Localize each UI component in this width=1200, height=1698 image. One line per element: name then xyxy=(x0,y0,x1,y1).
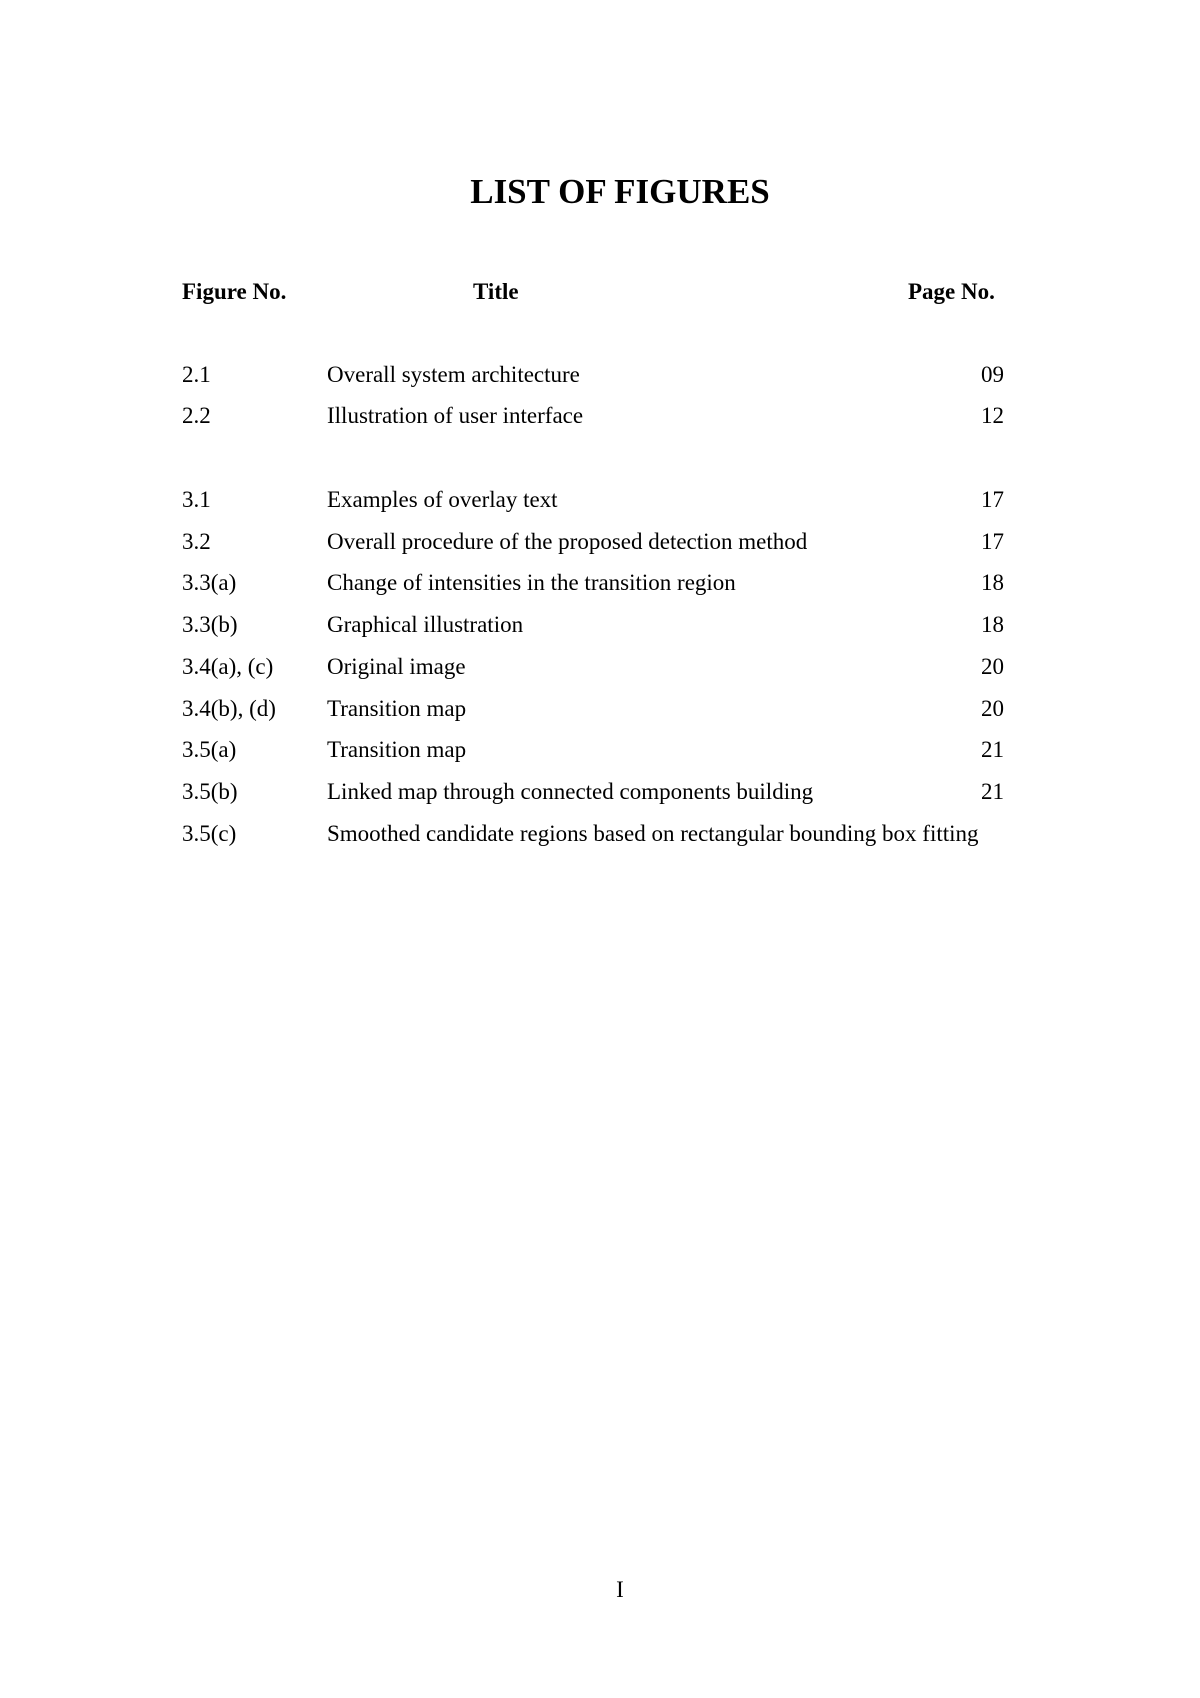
figure-page: 21 xyxy=(981,737,1004,762)
figure-page: 21 xyxy=(981,779,1004,804)
figure-entry xyxy=(0,693,1200,725)
figure-entry xyxy=(0,359,1200,391)
figure-title: Smoothed candidate regions based on rectangular bounding box fitting xyxy=(327,821,979,846)
figure-page: 20 xyxy=(981,654,1004,679)
figure-number: 3.5(b) xyxy=(182,779,238,804)
figure-title: Original image xyxy=(327,654,466,679)
figure-title: Transition map xyxy=(327,737,467,762)
figure-title: Change of intensities in the transition region xyxy=(327,570,736,595)
figure-number: 3.2 xyxy=(182,529,211,554)
figure-page: 20 xyxy=(981,696,1004,721)
figure-page: 12 xyxy=(981,403,1004,428)
figure-number: 3.3(a) xyxy=(182,570,237,595)
figure-entry xyxy=(0,818,1200,850)
page-title: LIST OF FIGURES xyxy=(470,172,770,211)
figure-entry xyxy=(0,609,1200,641)
figure-page: 17 xyxy=(981,529,1004,554)
figure-number: 2.1 xyxy=(182,362,211,387)
figure-title: Transition map xyxy=(327,696,467,721)
figure-number: 3.5(c) xyxy=(182,821,237,846)
figure-title: Examples of overlay text xyxy=(327,487,558,512)
figure-entry xyxy=(0,734,1200,766)
figure-page: 09 xyxy=(981,362,1004,387)
column-header-page-no: Page No. xyxy=(908,279,995,304)
figure-number: 3.4(b), (d) xyxy=(182,696,276,721)
figure-title: Illustration of user interface xyxy=(327,403,584,428)
figure-entry xyxy=(0,526,1200,558)
figure-page: 17 xyxy=(981,487,1004,512)
figure-title: Overall procedure of the proposed detection method xyxy=(327,529,808,554)
figure-page: 18 xyxy=(981,570,1004,595)
figure-number: 3.5(a) xyxy=(182,737,237,762)
figure-number: 3.3(b) xyxy=(182,612,238,637)
column-header-title: Title xyxy=(473,279,519,304)
figure-entry xyxy=(0,567,1200,599)
figure-number: 3.1 xyxy=(182,487,211,512)
figure-page: 18 xyxy=(981,612,1004,637)
figure-title: Linked map through connected components building xyxy=(327,779,814,804)
figure-entry xyxy=(0,484,1200,516)
page-number: I xyxy=(616,1577,624,1602)
figure-entry xyxy=(0,776,1200,808)
figure-number: 3.4(a), (c) xyxy=(182,654,274,679)
figure-title: Overall system architecture xyxy=(327,362,580,387)
figure-number: 2.2 xyxy=(182,403,211,428)
column-header-figure-no: Figure No. xyxy=(182,279,287,304)
figure-title: Graphical illustration xyxy=(327,612,524,637)
figure-entry xyxy=(0,400,1200,432)
figure-entry xyxy=(0,651,1200,683)
